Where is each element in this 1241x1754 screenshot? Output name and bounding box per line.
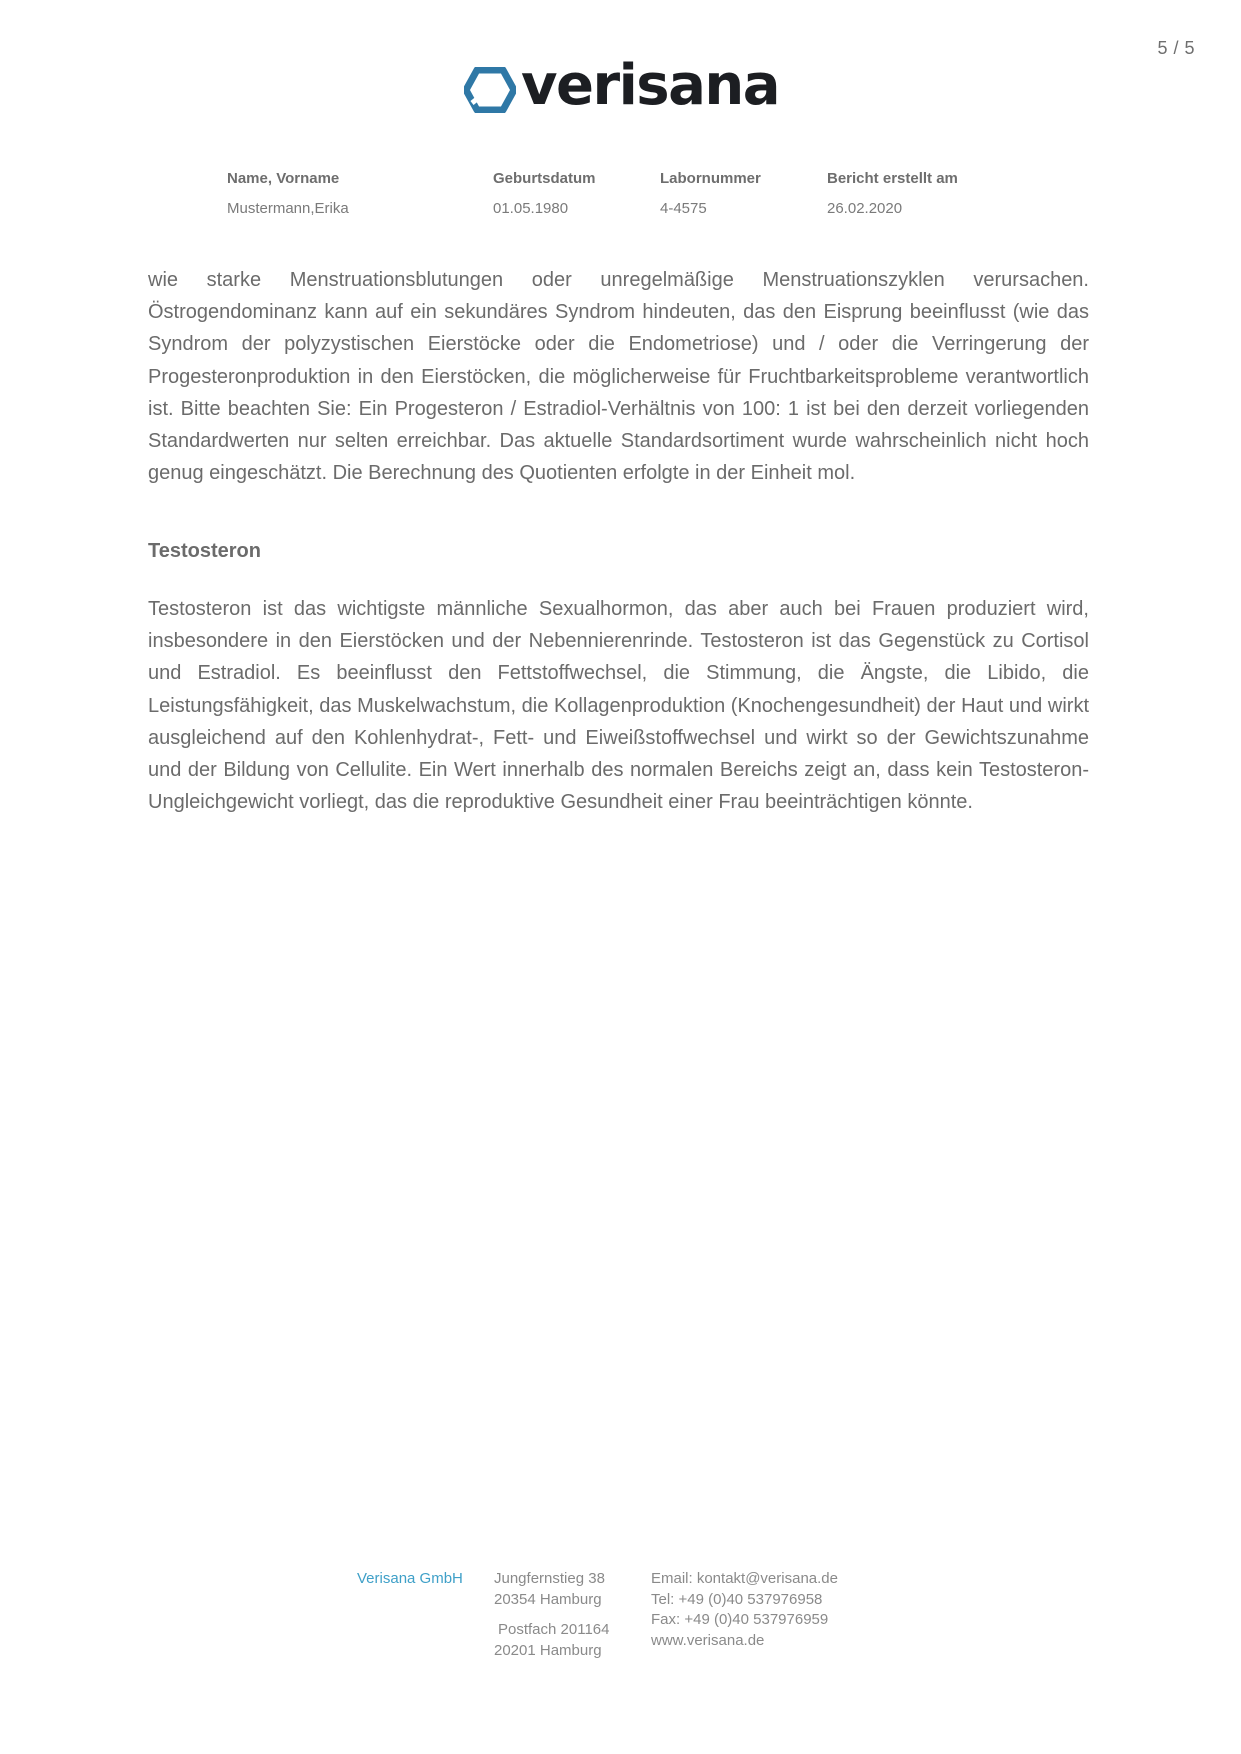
lab-number-label: Labornummer (660, 170, 761, 187)
lab-number-value: 4-4575 (660, 200, 707, 217)
footer-fax: Fax: +49 (0)40 537976959 (651, 1611, 829, 1628)
footer-phone: Tel: +49 (0)40 537976958 (651, 1590, 823, 1608)
report-date-label: Bericht erstellt am (827, 170, 958, 187)
report-date-column (827, 170, 958, 217)
footer-website-link[interactable]: www.verisana.de (651, 1631, 765, 1649)
patient-name-column (227, 170, 349, 217)
footer-company-name: Verisana GmbH (357, 1570, 463, 1587)
section-heading-testosteron: Testosteron (148, 540, 261, 562)
report-date-value: 26.02.2020 (827, 200, 903, 217)
footer-address-street: Jungfernstieg 38 (494, 1570, 605, 1587)
birth-date-value: 01.05.1980 (493, 200, 569, 217)
footer-address-city: 20354 Hamburg (494, 1590, 602, 1608)
page-number: 5 / 5 (1157, 38, 1195, 58)
paragraph-testosteron: Testosteron ist das wichtigste männliche Sexualhormon, das aber auch bei Frauen produziert wird, insbesondere in den Eierstöcken und der Nebennierenrinde. Testosteron ist das Gegenstück zu Cortisol und Estradiol. Es beeinflusst den Fettstoffwechsel, die Stimmung, die Ängste, die Libido, die Leistungsfähigkeit, das Muskelwachstum, die Kollagenproduktion (Knochengesundheit) der Haut und wirkt ausgleichend auf den Kohlenhydrat-, Fett- und Eiweißstoffwechsel und wirkt so der Gewichtszunahme und der Bildung von Cellulite. Ein Wert innerhalb des normalen Bereichs zeigt an, dass kein Testosteron-Ungleichgewicht vorliegt, das die reproduktive Gesundheit einer Frau beeinträchtigen könnte. (148, 598, 1089, 814)
logo-wordmark: verisana (521, 53, 780, 118)
patient-name-value: Mustermann,Erika (227, 200, 349, 217)
patient-name-label: Name, Vorname (227, 170, 340, 187)
footer-postbox-number: Postfach 201164 (498, 1621, 610, 1638)
footer-email[interactable]: Email: kontakt@verisana.de (651, 1570, 838, 1587)
footer-postbox (494, 1620, 609, 1661)
paragraph-estrogen-dominance: wie starke Menstruationsblutungen oder unregelmäßige Menstruationszyklen verursachen. Östrogendominanz kann auf ein sekundäres Syndrom hindeuten, das den Eisprung beeinflusst (wie das Syndrom der polyzystischen Eierstöcke oder die Endometriose) und / oder die Verringerung der Progesteronproduktion in den Eierstöcken, die möglicherweise für Fruchtbarkeitsprobleme verantwortlich ist. Bitte beachten Sie: Ein Progesteron / Estradiol-Verhältnis von 100: 1 ist bei den derzeit vorliegenden Standardwerten nur selten erreichbar. Das aktuelle Standardsortiment wurde wahrscheinlich nicht hoch genug eingeschätzt. Die Berechnung des Quotienten erfolgte in der Einheit mol. (148, 269, 1089, 485)
footer-contact (651, 1569, 838, 1651)
birth-date-label: Geburtsdatum (493, 170, 596, 187)
lab-number-column (660, 170, 761, 217)
hexagon-logo-icon (464, 67, 516, 113)
footer-address (494, 1569, 605, 1610)
verisana-logo (464, 53, 780, 120)
birth-date-column (493, 170, 596, 217)
footer-postbox-city: 20201 Hamburg (494, 1641, 602, 1659)
